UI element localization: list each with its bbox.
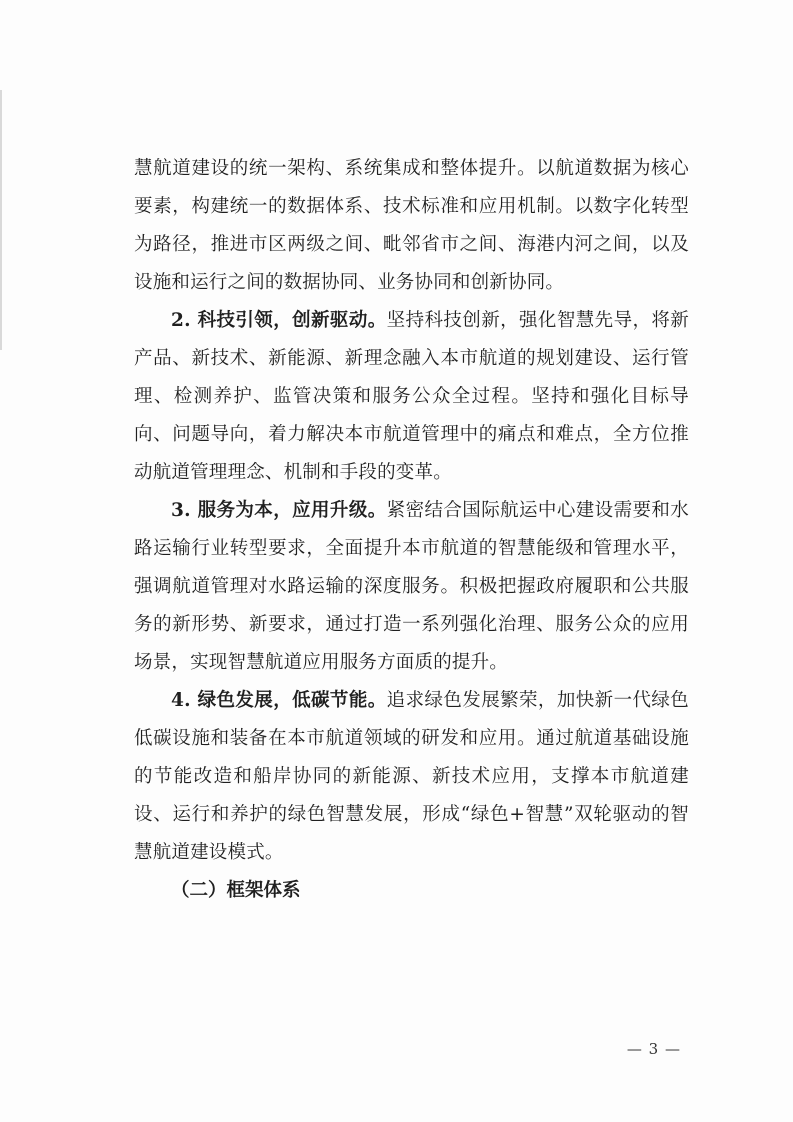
paragraph-lead: 4. 绿色发展，低碳节能。 — [171, 690, 387, 711]
paragraph-principle-2 — [134, 302, 689, 492]
paragraph-text: 追求绿色发展繁荣，加快新一代绿色低碳设施和装备在本市航道领域的研发和应用。通过航道基础设施的节能改造和船岸协同的新能源、新技术应用，支撑本市航道建设、运行和养护的绿色智慧发展，形成“绿色+智慧”双轮驱动的智慧航道建设模式。 — [134, 690, 689, 863]
paragraph-lead: 3. 服务为本，应用升级。 — [171, 500, 387, 521]
paragraph-lead: 2. 科技引领，创新驱动。 — [171, 310, 387, 331]
paragraph-principle-3 — [134, 492, 689, 682]
paragraph-text: 紧密结合国际航运中心建设需要和水路运输行业转型要求，全面提升本市航道的智慧能级和管理水平，强调航道管理对水路运输的深度服务。积极把握政府履职和公共服务的新形势、新要求，通过打造一系列强化治理、服务公众的应用场景，实现智慧航道应用服务方面质的提升。 — [134, 500, 689, 673]
scan-edge-mark — [0, 90, 2, 350]
page-number: — 3 — — [626, 1040, 681, 1058]
paragraph-continuation — [134, 150, 689, 302]
section-heading: （二）框架体系 — [171, 880, 301, 901]
paragraph-principle-4 — [134, 682, 689, 872]
paragraph-text: 坚持科技创新，强化智慧先导，将新产品、新技术、新能源、新理念融入本市航道的规划建设、运行管理、检测养护、监管决策和服务公众全过程。坚持和强化目标导向、问题导向，着力解决本市航道管理中的痛点和难点，全方位推动航道管理理念、机制和手段的变革。 — [134, 310, 689, 483]
paragraph-text: 慧航道建设的统一架构、系统集成和整体提升。以航道数据为核心要素，构建统一的数据体系、技术标准和应用机制。以数字化转型为路径，推进市区两级之间、毗邻省市之间、海港内河之间，以及设施和运行之间的数据协同、业务协同和创新协同。 — [134, 158, 689, 293]
document-body — [134, 150, 689, 910]
